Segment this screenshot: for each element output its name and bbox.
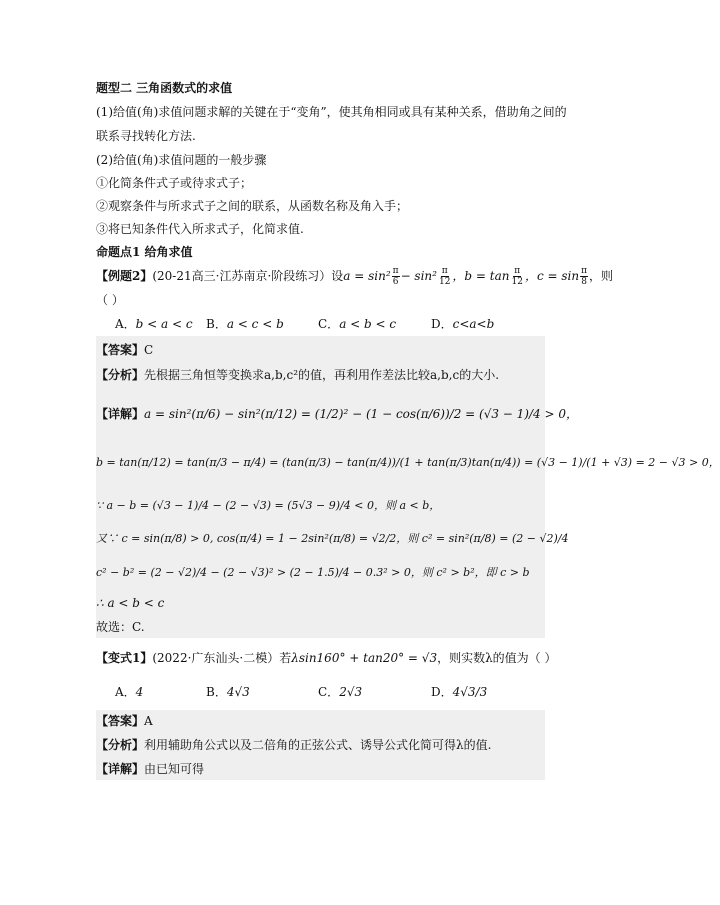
example2-expr-c: ，c = sin xyxy=(524,269,580,283)
example2-conclusion: 故选：C. xyxy=(96,620,145,634)
variant1-option-d: D．4√3/3 xyxy=(431,685,488,699)
example2-option-c: C．a < b < c xyxy=(318,317,397,331)
example2-detail-line-6: ∴ a < b < c xyxy=(96,596,165,610)
example2-detail-line-5: c² − b² = (2 − √2)/4 − (2 − √3)² > (2 − 1.5)/4 − 0.3² > 0，则 c² > b²，即 c > b xyxy=(96,566,530,579)
fraction-pi-8: $\frac{\pi}{8}$ xyxy=(581,266,588,287)
example2-option-d: D．c<a<b xyxy=(431,317,495,331)
intro-step-3: ③将已知条件代入所求式子，化简求值. xyxy=(96,222,304,236)
example2-detail-line-2: b = tan(π/12) = tan(π/3 − π/4) = (tan(π/3) − tan(π/4))/(1 + tan(π/3)tan(π/4)) = (√3 − 1)/(1 + √3) = 2 − √3 > 0， xyxy=(96,456,720,469)
variant1-option-c: C．2√3 xyxy=(318,685,363,699)
section-title: 题型二 三角函数式的求值 xyxy=(96,81,233,95)
example2-minus-sin2: − sin² xyxy=(400,269,437,283)
variant1-question: 【变式1】(2022·广东汕头·二模）若λsin160° + tan20° = √3，则实数λ的值为（ ） xyxy=(96,651,557,665)
example2-source: (20-21高三·江苏南京·阶段练习）设 xyxy=(152,269,344,283)
example2-option-b: B．a < c < b xyxy=(206,317,284,331)
variant1-option-b: B．4√3 xyxy=(206,685,250,699)
intro-line-1: (1)给值(角)求值问题求解的关键在于“变角”，使其角相同或具有某种关系，借助角之间的 xyxy=(96,105,567,119)
intro-line-3: (2)给值(角)求值问题的一般步骤 xyxy=(96,153,267,167)
subsection-title: 命题点1 给角求值 xyxy=(96,245,193,259)
variant1-option-a: A．4 xyxy=(115,685,144,699)
fraction-pi-12-b: $\frac{\pi}{12}$ xyxy=(511,266,523,287)
variant1-detail: 【详解】由已知可得 xyxy=(96,762,205,776)
example2-expr-b: ，b = tan xyxy=(452,269,510,283)
intro-step-2: ②观察条件与所求式子之间的联系，从函数名称及角入手； xyxy=(96,199,409,213)
example2-option-a: A．b < a < c xyxy=(115,317,193,331)
example2-tag: 【例题2】 xyxy=(96,269,153,283)
intro-step-1: ①化简条件式子或待求式子； xyxy=(96,176,253,190)
fraction-pi-12: $\frac{\pi}{12}$ xyxy=(438,266,451,287)
variant1-analysis: 【分析】利用辅助角公式以及二倍角的正弦公式、诱导公式化简可得λ的值. xyxy=(96,738,492,752)
example2-answer: 【答案】C xyxy=(96,343,154,357)
example2-expr-a: a = sin² xyxy=(343,269,391,283)
example2-question xyxy=(96,266,613,287)
fraction-pi-6: $\frac{\pi}{6}$ xyxy=(392,266,399,287)
variant1-answer: 【答案】A xyxy=(96,714,153,728)
example2-paren: （ ） xyxy=(96,293,124,307)
example2-detail-line-1: 【详解】a = sin²(π/6) − sin²(π/12) = (1/2)² − (1 − cos(π/6))/2 = (√3 − 1)/4 > 0， xyxy=(96,407,578,421)
intro-line-2: 联系寻找转化方法. xyxy=(96,129,196,143)
example2-detail-line-3: ∵ a − b = (√3 − 1)/4 − (2 − √3) = (5√3 − 9)/4 < 0，则 a < b， xyxy=(96,499,441,512)
example2-detail-line-4: 又∵ c = sin(π/8) > 0, cos(π/4) = 1 − 2sin²(π/8) = √2/2，则 c² = sin²(π/8) = (2 − √2)/4 xyxy=(96,532,569,545)
example2-analysis: 【分析】先根据三角恒等变换求a,b,c²的值，再利用作差法比较a,b,c的大小. xyxy=(96,368,500,382)
example2-tail: ，则 xyxy=(589,269,614,283)
